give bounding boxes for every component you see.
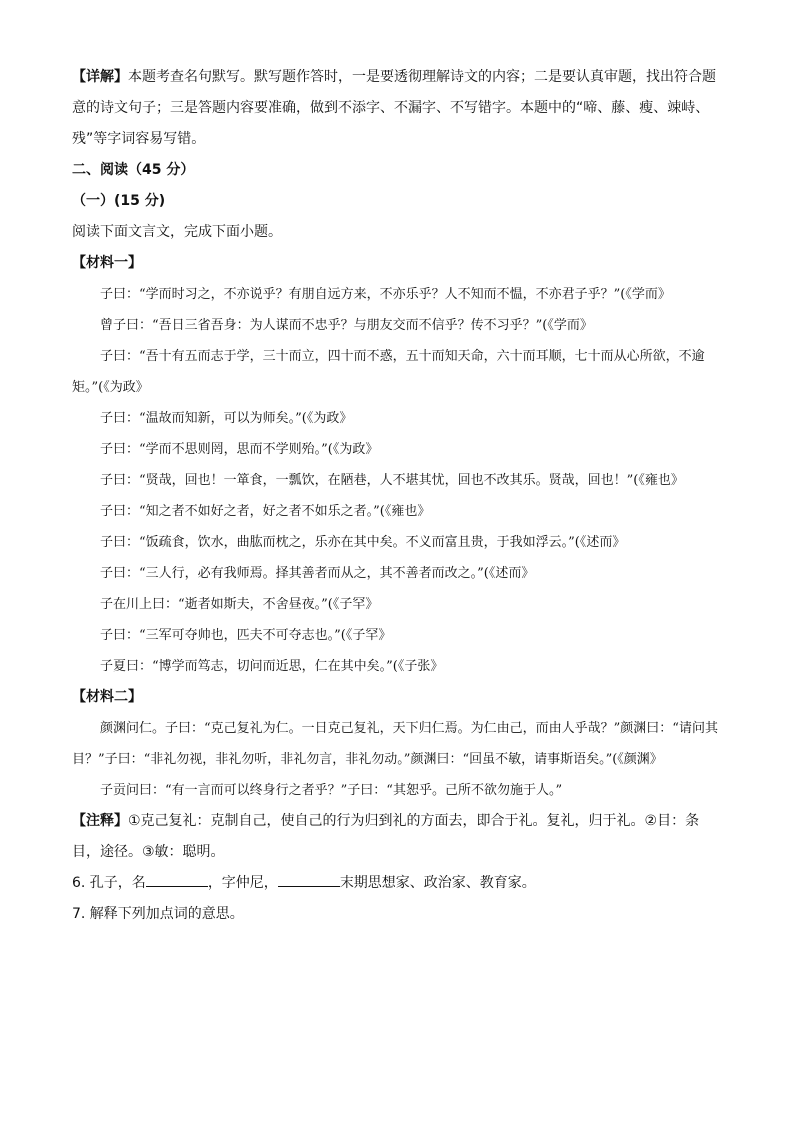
- material1-line: 子曰：“三军可夺帅也，匹夫不可夺志也。”(《子罕》: [100, 628, 392, 643]
- material2-line: 颜渊问仁。子曰：“克己复礼为仁。一日克己复礼，天下归仁焉。为仁由己，而由人乎哉？”颜渊曰：“请问其目？”子曰：“非礼勿视，非礼勿听，非礼勿言，非礼勿动。”颜渊曰：“回虽不敏，请事斯语矣。”(《颜渊》: [72, 721, 718, 767]
- material1-line: 子曰：“饭疏食，饮水，曲肱而枕之，乐亦在其中矣。不义而富且贵，于我如浮云。”(《述而》: [100, 535, 626, 550]
- q6-blank-name[interactable]: [146, 872, 208, 887]
- material2-label: 【材料二】: [72, 689, 142, 705]
- q6-part2: ，字仲尼，: [207, 875, 278, 891]
- document-page: [72, 62, 722, 930]
- material1-label: 【材料一】: [72, 255, 142, 271]
- material1-line: 曾子曰：“吾日三省吾身：为人谋而不忠乎？与朋友交而不信乎？传不习乎？”(《学而》: [100, 318, 593, 333]
- note-label: 【注释】: [72, 813, 128, 829]
- q6-part1: 6. 孔子，名: [72, 875, 146, 891]
- material1-line: 子曰：“学而时习之，不亦说乎？有朋自远方来，不亦乐乎？人不知而不愠，不亦君子乎？”(《学而》: [100, 287, 671, 302]
- material1-line: 子曰：“温故而知新，可以为师矣。”(《为政》: [100, 411, 353, 426]
- question-6: [72, 868, 722, 899]
- explain-label: 【详解】: [72, 69, 128, 85]
- material1-line: 子曰：“吾十有五而志于学，三十而立，四十而不惑，五十而知天命，六十而耳顺，七十而从心所欲，不逾矩。”(《为政》: [72, 349, 705, 395]
- material1-line: 子曰：“三人行，必有我师焉。择其善者而从之，其不善者而改之。”(《述而》: [100, 566, 535, 581]
- explain-text: 本题考查名句默写。默写题作答时，一是要透彻理解诗文的内容；二是要认真审题，找出符合题意的诗文句子；三是答题内容要准确，做到不添字、不漏字、不写错字。本题中的“啼、藤、瘦、竦峙、残”等字词容易写错。: [72, 69, 716, 147]
- question-7: 7. 解释下列加点词的意思。: [72, 906, 244, 922]
- explain-paragraph: [72, 62, 722, 155]
- section-title: 二、阅读（45 分）: [72, 162, 195, 178]
- note-text: ①克己复礼：克制自己，使自己的行为归到礼的方面去，即合于礼。复礼，归于礼。②目：条目，途径。③敏：聪明。: [72, 813, 700, 860]
- material1-line: 子曰：“学而不思则罔，思而不学则殆。”(《为政》: [100, 442, 379, 457]
- note-paragraph: [72, 806, 722, 868]
- q6-part3: 末期思想家、政治家、教育家。: [339, 875, 536, 891]
- sub-title: （一）(15 分): [72, 193, 166, 209]
- material2-line: 子贡问曰：“有一言而可以终身行之者乎？”子曰：“其恕乎。己所不欲勿施于人。”: [100, 783, 563, 798]
- material1-line: 子曰：“知之者不如好之者，好之者不如乐之者。”(《雍也》: [100, 504, 431, 519]
- q6-blank-era[interactable]: [278, 872, 340, 887]
- material1-line: 子在川上曰：“逝者如斯夫，不舍昼夜。”(《子罕》: [100, 597, 379, 612]
- material1-line: 子曰：“贤哉，回也！一箪食，一瓢饮，在陋巷，人不堪其忧，回也不改其乐。贤哉，回也！”(《雍也》: [100, 473, 684, 488]
- material1-line: 子夏曰：“博学而笃志，切问而近思，仁在其中矣。”(《子张》: [100, 659, 444, 674]
- instruction: 阅读下面文言文，完成下面小题。: [72, 224, 282, 240]
